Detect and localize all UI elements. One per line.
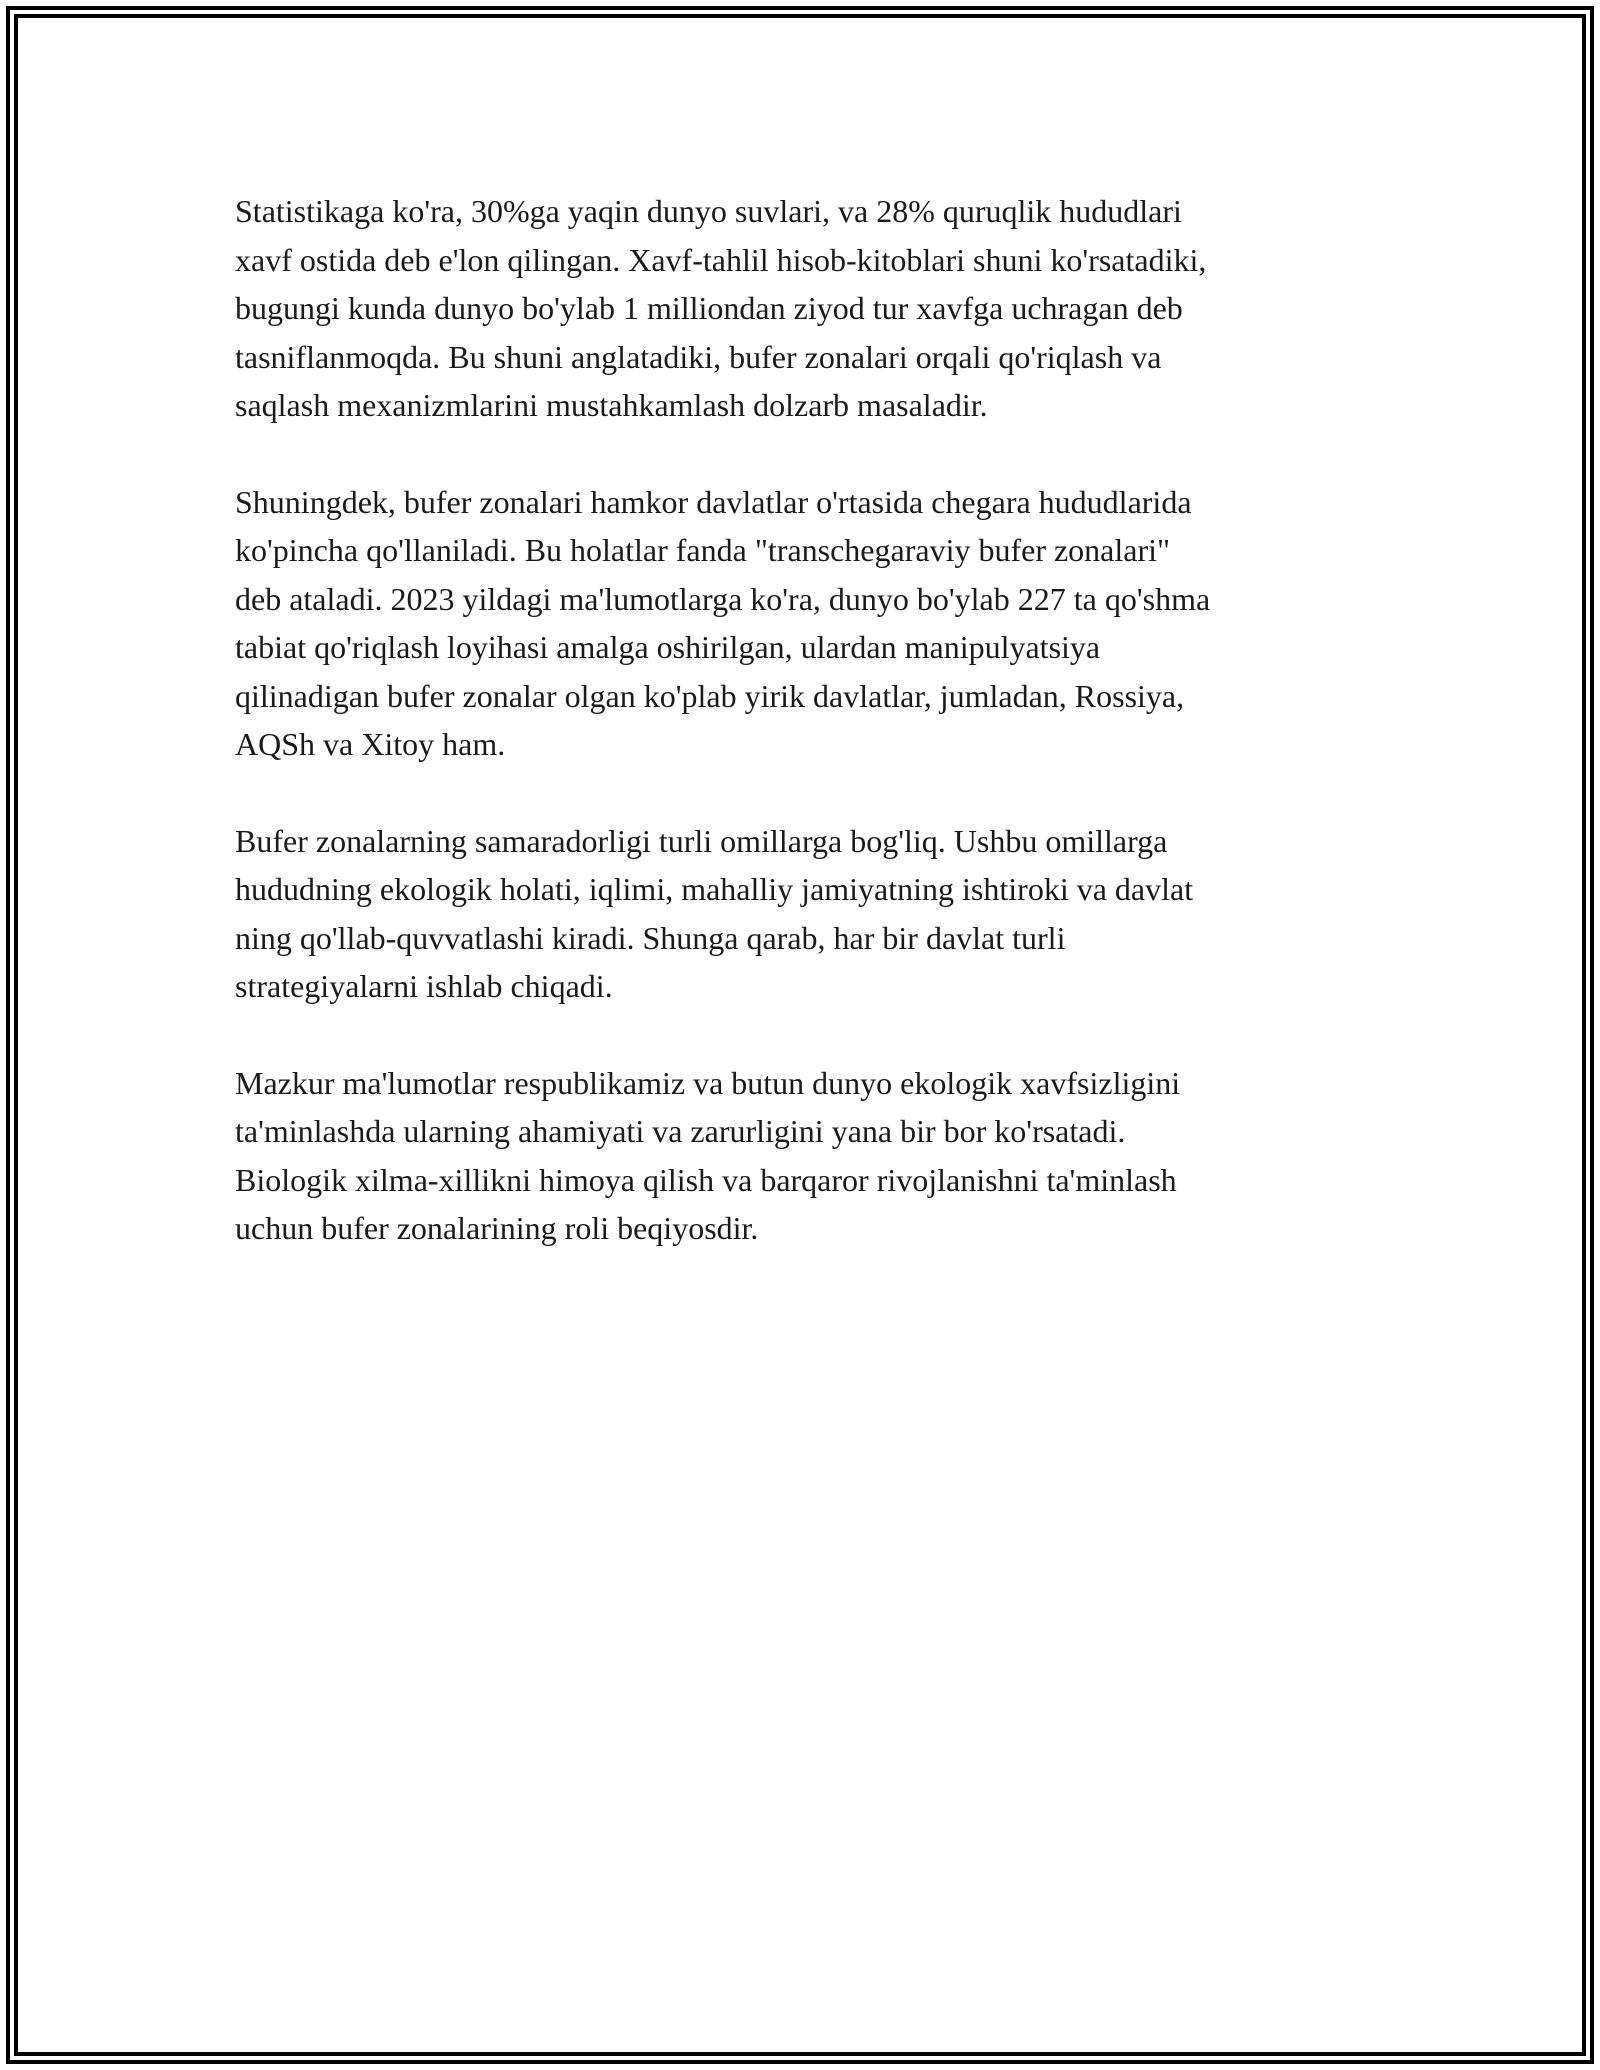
text-line: qilinadigan bufer zonalar olgan ko'plab yirik davlatlar, jumladan, Rossiya, [235, 677, 1185, 714]
text-line: strategiyalarni ishlab chiqadi. [235, 968, 613, 1004]
text-line: AQSh va Xitoy ham. [235, 726, 506, 762]
text-line: ning qo'llab-quvvatlashi kiradi. Shunga qarab, har bir davlat turli [235, 919, 1066, 956]
text-line: ko'pincha qo'llaniladi. Bu holatlar fanda "transchegaraviy bufer zonalari" [235, 532, 1171, 568]
text-line: Mazkur ma'lumotlar respublikamiz va butun dunyo ekologik xavfsizligini [235, 1064, 1181, 1101]
text-line: ta'minlashda ularning ahamiyati va zarurligini yana bir bor ko'rsatadi. [235, 1113, 1126, 1149]
text-line: Bufer zonalarning samaradorligi turli omillarga bog'liq. Ushbu omillarga [235, 822, 1168, 859]
text-line: Biologik xilma-xillikni himoya qilish va barqaror rivojlanishni ta'minlash [235, 1161, 1177, 1198]
text-line: Statistikaga ko'ra, 30%ga yaqin dunyo suvlari, va 28% quruqlik hududlari [235, 193, 1182, 229]
text-line: tabiat qo'riqlash loyihasi amalga oshirilgan, ulardan manipulyatsiya [235, 629, 1101, 665]
text-line: Shuningdek, bufer zonalari hamkor davlatlar o'rtasida chegara hududlarida [235, 483, 1192, 520]
paragraph-2 [235, 478, 1365, 769]
text-line: tasniflanmoqda. Bu shuni anglatadiki, bufer zonalari orqali qo'riqlash va [235, 338, 1162, 375]
paragraph-4 [235, 1059, 1365, 1253]
paragraph-3 [235, 817, 1365, 1011]
text-line: saqlash mexanizmlarini mustahkamlash dolzarb masaladir. [235, 387, 988, 423]
text-line: uchun bufer zonalarining roli beqiyosdir. [235, 1210, 759, 1246]
paragraph-1 [235, 187, 1365, 430]
text-line: deb ataladi. 2023 yildagi ma'lumotlarga ko'ra, dunyo bo'ylab 227 ta qo'shma [235, 580, 1211, 617]
document-body [235, 187, 1365, 1301]
text-line: hududning ekologik holati, iqlimi, mahalliy jamiyatning ishtiroki va davlat [235, 871, 1194, 907]
text-line: bugungi kunda dunyo bo'ylab 1 milliondan ziyod tur xavfga uchragan deb [235, 290, 1183, 326]
text-line: xavf ostida deb e'lon qilingan. Xavf-tahlil hisob-kitoblari shuni ko'rsatadiki, [235, 241, 1207, 278]
